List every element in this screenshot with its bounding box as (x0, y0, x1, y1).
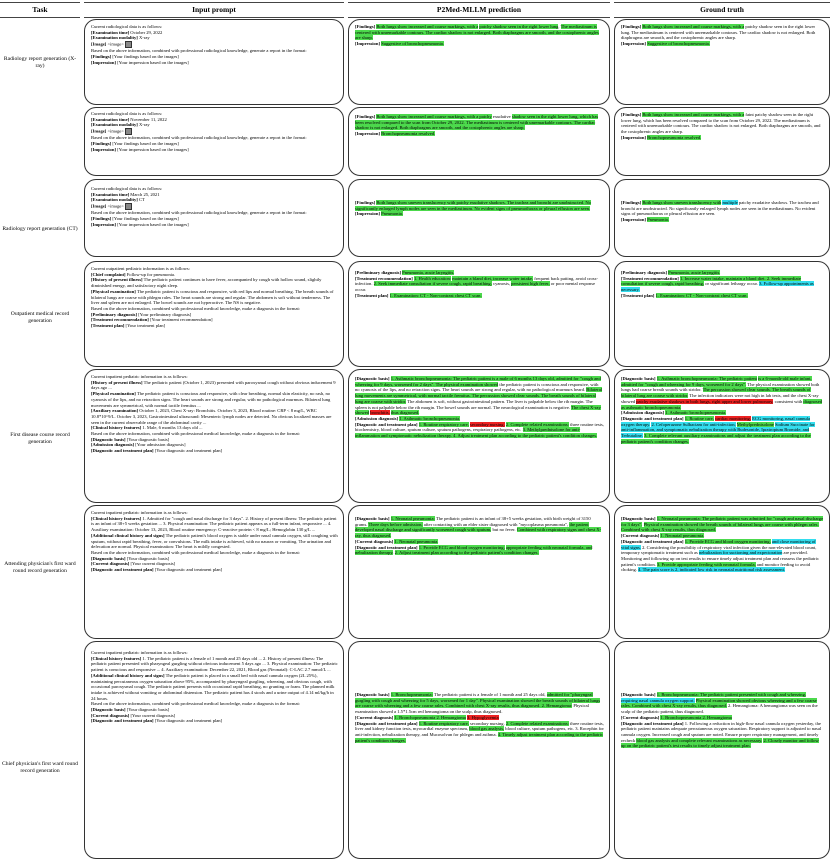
prediction-box (348, 505, 610, 639)
task-label: Radiology report generation (X-ray) (3, 56, 77, 69)
text-line: [Treatment recommendation] [Your treatment recommendation] (91, 317, 213, 323)
prediction-box-text (355, 200, 604, 217)
prediction-box (348, 179, 610, 257)
ground-truth-box (614, 505, 830, 639)
ground-truth-box-text (621, 270, 824, 299)
prediction-box-text (355, 24, 604, 47)
text-line: [Diagnostic basis] [Your diagnostic basis] (91, 436, 170, 442)
input-box (84, 641, 344, 859)
text-line: [Admission diagnosis] 1. Asthmatic bronchopneumonia. (621, 410, 727, 416)
text-line: [Preliminary diagnosis] Pneumonia, acute laryngitis. (621, 270, 721, 275)
text-line: Current inpatient pediatric information is as follows: (91, 510, 188, 515)
text-line: [Findings] Both lungs show uneven translucency with multiple patchy exudative shadows. The trachea and bronchi are unobstructed. No significantly enlarged lymph nodes are seen in the mediastinum. No evident signs of pneumothorax or pleural effusion are seen. (621, 200, 819, 217)
text-line: [Diagnostic and treatment plan] 1. Provide ECG and blood oxygen monitoring, appropriate feeding with neonatal formula, and nebulization therapy. 2. Adjust treatment plan according to the pediatric patient's condition changes. (355, 544, 593, 556)
prediction-box-text (355, 270, 604, 299)
task-label: First disease course record generation (10, 432, 70, 445)
text-line: [Admission diagnosis] [Your admission diagnosis] (91, 442, 186, 448)
prediction-box-text (355, 114, 604, 137)
text-line: [Diagnostic basis] [Your diagnostic basis] (91, 555, 170, 561)
text-line: [Admission diagnosis] 1. Asthmatic bronchopneumonia. (355, 415, 461, 421)
input-box-text (91, 374, 338, 454)
text-line: Based on the above information, combined with professional radiological knowledge, generate a report in the format: (91, 210, 307, 216)
text-line: Based on the above information, combined with professional medical knowledge, make a diagnosis in the format: (91, 305, 301, 311)
text-line: [Diagnostic basis] 1. Bronchopneumonia: The pediatric patient presented with cough and wheezing, requiring nasal cannula oxygen support. Physical examination showed obvious wheezing and a few coarse rales. Combined with chest X-ray results, thus diagnosed. 2. Hemangioma: A hemangioma was seen on the scalp of the pediatric patient, thus diagnosed. (621, 692, 818, 715)
input-box-text (91, 266, 338, 329)
text-line: [Examination time] March 25, 2021 (91, 191, 160, 197)
header-task: Task (0, 2, 80, 18)
text-line: [Chief complaint] Follow-up for pneumonia. (91, 271, 176, 277)
input-box (84, 107, 344, 176)
text-line: Current radiological data is as follows: (91, 186, 163, 191)
text-line: [Treatment recommendation] 1. Health education: maintain a bland diet, increase water intake, frequent back patting, avoid cross-infection. 2. Seek immediate consultation if severe cough, rapid breathing, cyanosis, persistent high fever, or poor mental response occur. (355, 275, 598, 293)
text-line: [Impression] Pneumonia. (355, 211, 403, 217)
text-line: [Image] <image> (91, 128, 338, 135)
text-line: Based on the above information, combined with professional radiological knowledge, generate a report in the format: (91, 48, 307, 54)
text-line: [Clinical history features] 1. Male, 6 months 13 days old ... (91, 425, 203, 431)
text-line: Current radiological data is as follows: (91, 111, 163, 116)
text-line: Based on the above information, combined with professional medical knowledge, make a diagnosis in the format: (91, 549, 301, 555)
text-line: [Diagnostic basis] [Your diagnostic basis] (91, 707, 170, 713)
text-line: [Impression] Pneumonia. (621, 217, 669, 223)
ground-truth-box-text (621, 692, 824, 749)
text-line: [Treatment plan] [Your treatment plan] (91, 323, 166, 329)
text-line: [Additional clinical history and signs] The pediatric patient is placed in a small bed with nasal cannula oxygen (2L 25%), maintaining percutaneous oxygen saturation above 95%, accompanied by pharyngeal gurgling, wheezing, and obvious cough, with occasional paroxysmal cough. The pediatric patient presents with occasional rapid breathing, no grunting or foam. The planned milk intake is achieved without vomiting or abdominal distension. The pediatric patient has 4 stools and a urine output of 4.14 ml/kg/h in 24 hours. (91, 672, 335, 701)
input-box-text (91, 111, 338, 152)
text-line: [Additional clinical history and signs] The pediatric patient's blood oxygen is stable under nasal cannula oxygen, still coughing with sputum, without rapid breathing, fever, or convulsions. The milk intake is achieved, with no nausea or vomiting. The urination and defecation are normal. Physical examination: The heart is mildly congested. (91, 532, 338, 550)
text-line: [Diagnostic and treatment plan] 1. Routine care, cardiac monitoring, ECG monitoring, nasal cannula oxygen therapy. 2. Cefoperazone Sulbactam for anti-infection, Methylprednisolone Sodium Succinate for anti-inflammation, and symptomatic nebulization therapy with Budesonide, Ipratropium Bromide, and Terbutaline. 3. Complete relevant auxiliary examinations and adjust the treatment plan according to the pediatric patient's condition changes. (621, 415, 815, 444)
input-box (84, 179, 344, 257)
text-line: [Impression] [Your impression based on the images] (91, 59, 189, 65)
input-box (84, 19, 344, 105)
text-line: [Diagnostic and treatment plan] [Your diagnostic and treatment plan] (91, 448, 223, 454)
ground-truth-box (614, 261, 830, 367)
text-line: [Impression] Bronchopneumonia resolved. (355, 131, 436, 137)
text-line: [Diagnostic and treatment plan] 1. Routine respiratory care, secondary nursing. 2. Complete related examinations: three routine tests, liver and kidney function tests, myocardial enzyme spectrum, blood gas analysis, blood culture, sputum pathogens, etc. 3. Rocephin for anti-infection, nebulization therapy, and Mucosolvan for phlegm and asthma. 4. Timely adjust treatment plan according to the pediatric patient's condition changes. (355, 720, 604, 743)
prediction-box (348, 641, 610, 859)
input-box (84, 261, 344, 367)
ground-truth-box-text (621, 200, 824, 223)
input-box (84, 505, 344, 639)
text-line: [History of present illness] The pediatric patient (October 1, 2023) presented with paroxysmal cough without obvious inducement 9 days ago ... (91, 379, 336, 391)
text-line: [Auxiliary examination] October 1, 2023, Chest X-ray: Bronchitis. October 3, 2023, Blood routine: CRP < 8 mg/L, WBC 10.8*10^9/L. October 3, 2023, Gastrointestinal ultrasound: Mesenteric lymph nodes are detected. No obvious localized masses are seen in the current observable range of the abdominal cavity ... (91, 408, 332, 425)
header-pred: P2Med-MLLM prediction (348, 2, 610, 18)
text-line: [Diagnostic basis] 1. Asthmatic bronchopneumonia: The pediatric patient is a 6-month-old male infant, admitted for "cough and wheezing for 9 days, worsened for 2 days". The physical examination showed both lungs had coarse breath sounds with stridor. The percussion showed clear sounds. The breath sounds of bilateral lung are coarse with stridor. The infection indicators were not high in lab tests, and the chest X-ray showed patchy exudative shadows in both lungs, right upper and lower pulmonary, consistent with diagnosed as asthmatic bronchopneumonia. (621, 376, 823, 410)
ground-truth-box (614, 369, 830, 503)
text-line: Current inpatient pediatric information is as follows: (91, 374, 188, 379)
text-line: [Physical examination] The pediatric patient is conscious and responsive, with clear breathing, normal skin elasticity, no rash, no cyanosis of the lips, and no retraction signs. The heart sounds are strong and regular, with no pathological murmurs. Bilateral lung movements are symmetrical, with normal tactile fremitus ... (91, 391, 331, 408)
text-line: [Image] <image> (91, 41, 338, 48)
ground-truth-box-text (621, 516, 824, 573)
ground-truth-box-text (621, 24, 824, 47)
text-line: [Diagnostic basis] 1. Bronchopneumonia: The pediatric patient is a female of 1 month and 25 days old, admitted for "pharyngeal gurgling with cough and wheezing for 5 days, worsened for 1 day". Physical examination showed the breath sounds of bilateral lungs are coarse with wheezing and a few coarse rales. Combined with chest X-ray results, thus diagnosed. 2. Hemangioma: Physical examination showed a 1.5*1.5cm red hemangioma on the scalp, thus diagnosed. (355, 692, 601, 715)
text-line: [Diagnostic and treatment plan] 1. Provide ECG and blood oxygen monitoring, and close monitoring of vital signs. 2. Considering the possibility of respiratory viral infection given the non-elevated blood count, temporary symptomatic treatment such as nebulization for suctioning and expectoration are provided. Monitoring and following up on test results to ensure timely adjust treatment plan and reassess the pediatric patient's condition. 3. Provide appropriate feeding with neonatal formula, and monitor feeding to avoid choking. 4. The pain score is 2, indicated low risk in neonatal nutritional risk assessment. (621, 538, 819, 573)
prediction-box (348, 369, 610, 503)
text-line: [Findings] Both lungs show increased and coarse markings, with a patchy shadow seen in the right lower lung. The mediastinum is centered with unremarkable contours. The cardiac shadow is not enlarged. Both diaphragms are smooth, and the costophrenic angles are sharp. (621, 24, 816, 41)
text-line: [Treatment recommendation] 1. Increase water intake, maintain a bland diet. 2. Seek immediate consultation if severe cough, rapid breathing, or significant lethargy occur. 3. Follow-up appointments as necessary. (621, 275, 814, 293)
text-line: Based on the above information, combined with professional radiological knowledge, generate a report in the format: (91, 135, 307, 141)
text-line: [Current diagnosis] [Your current diagnosis] (91, 712, 176, 718)
text-line: [Diagnostic basis] 1. Asthmatic bronchopneumonia: The pediatric patient is a male of 6 months 13 days old, admitted for "cough and wheezing for 9 days, worsened for 2 days". The physical examination showed the pediatric patient is conscious and responsive, with no cyanosis of the lips, and no retraction signs. The heart sounds are strong and regular, with no pathological murmurs heard. Bilateral lung movements are symmetrical, with normal tactile fremitus. The percussion showed clear sounds. The breath sounds of bilateral lung are coarse with stridor. The abdomen is soft, without gastrointestinal pattern. The liver is palpable below the rib margin. The spleen is not palpable below the rib margin. The bowel sounds are normal. The neurological examination is negative. The chest X-ray showed bronchitis, thus diagnosed. (355, 376, 603, 416)
ground-truth-box (614, 179, 830, 257)
text-line: [Diagnostic and treatment plan] [Your diagnostic and treatment plan] (91, 718, 223, 724)
text-line: [Diagnostic basis] 1. Neonatal pneumonia: The pediatric patient is an infant of 38+5 weeks gestation, with birth weight of 3150 grams. Three days before admission, after contacting with an elder sister diagnosed with "mycoplasma pneumonia", the patient developed nasal discharge and significantly worsened cough with sputum, but no fever. Combined with respiratory signs and chest X-ray, thus diagnosed. (355, 516, 602, 539)
text-line: [Findings] [Your findings based on the images] (91, 140, 179, 146)
text-line: [Treatment plan] 1. Examination: CT - Non-contrast chest CT scan. (355, 292, 482, 298)
text-line: [Examination modality] CT (91, 197, 145, 203)
text-line: [Findings] Both lungs show increased and coarse markings, with a patchy exudative shadow seen in the right lower lung, which has been resolved compared to the scan from October 29, 2022. The mediastinum is centered with unremarkable contours. The cardiac shadow is not enlarged. Both diaphragms are smooth, and the costophrenic angles are sharp. (355, 114, 599, 131)
text-line: [Impression] [Your impression based on the images] (91, 146, 189, 152)
input-box (84, 369, 344, 503)
text-line: [Clinical history features] 1. The pediatric patient is a female of 1 month and 25 days old ... 2. History of present illness: The pediatric patient presented with pharyngeal gurgling without obvious inducement 5 days ago ... 3. Physical examination: The pediatric patient is conscious and responsive ... 4. Auxiliary examination: December 22, 2021, Blood gas (Neonatal): C-LAC 2.7 mmol/L ... (91, 655, 338, 673)
text-line: [Examination modality] X-ray (91, 122, 150, 128)
prediction-box (348, 107, 610, 176)
text-line: [Current diagnosis] [Your current diagnosis] (91, 561, 176, 567)
text-line: [Impression] Suggestive of bronchopneumonia. (355, 41, 444, 47)
prediction-box (348, 261, 610, 367)
task-label: Outpatient medical record generation (10, 311, 70, 324)
text-line: [Current diagnosis] 1. Neonatal pneumonia. (355, 538, 439, 544)
input-box-text (91, 24, 338, 65)
text-line: Based on the above information, combined with professional medical knowledge, make a diagnosis in the format: (91, 701, 301, 707)
input-box-text (91, 650, 338, 724)
text-line: [Treatment plan] 1. Examination: CT - Non-contrast chest CT scan. (621, 292, 748, 298)
text-line: [Diagnostic basis] 1. Neonatal pneumonia: The pediatric patient was admitted for "cough and nasal discharge for 3 days". Physical examination showed the breath sounds of bilateral lungs are coarse with phlegm rales. Combined with chest X-ray results, thus diagnosed. (621, 516, 824, 533)
text-line: [Impression] [Your impression based on the images] (91, 221, 189, 227)
text-line: [Examination time] October 29, 2022 (91, 29, 163, 35)
text-line: [Examination modality] X-ray (91, 35, 150, 41)
text-line: [Physical examination] The pediatric patient is conscious and responsive, with red lips and normal breathing. The breath sounds of bilateral lungs are coarse with phlegm rales. The heart sounds are strong and regular. The abdomen is soft without tenderness. The liver and spleen are not enlarged. The bowel sounds are not hyperactive. The NS is negative. (91, 288, 334, 306)
text-line: [Diagnostic and treatment plan] 1. Routine respiratory care, secondary nursing. 2. Complete related examinations: three routine tests, biochemistry, blood culture, sputum culture, sputum pathogens, respiratory pathogens, etc. 3. Methylprednisolone for anti-inflammation and symptomatic nebulization therapy. 4. Adjust treatment plan according to the pediatric patient's condition changes. (355, 421, 604, 439)
text-line: [Examination time] November 11, 2022 (91, 116, 167, 122)
prediction-box-text (355, 692, 604, 743)
text-line: [Findings] Both lungs show increased and coarse markings, with a patchy shadow seen in the right lower lung. The mediastinum is centered with unremarkable contours. The cardiac shadow is not enlarged. Both diaphragms are smooth, and the costophrenic angles are sharp. (355, 24, 599, 41)
ground-truth-box (614, 641, 830, 859)
image-thumbnail-icon (125, 128, 132, 135)
prediction-box-text (355, 376, 604, 439)
text-line: [Image] <image> (91, 203, 338, 210)
text-line: [Diagnostic and treatment plan] 1. Following a reduction in high-flow nasal cannula oxygen yesterday, the pediatric patient maintains adequate percutaneous oxygen saturation. Respiratory support is adjusted to nasal cannula oxygen. Increased cough and sputum are noted. Ensure proper respiratory management, and timely recheck blood gas analysis and complete relevant examinations as necessary. 2. Closely monitor and follow up on the pediatric patient's test results to timely adjust treatment plan. (621, 720, 822, 749)
text-line: [Preliminary diagnosis] Pneumonia, acute laryngitis. (355, 270, 455, 275)
prediction-box-text (355, 516, 604, 556)
ground-truth-box-text (621, 112, 824, 141)
text-line: [Impression] Bronchopneumonia resolved. (621, 134, 702, 140)
header-truth: Ground truth (614, 2, 830, 18)
image-thumbnail-icon (125, 203, 132, 210)
text-line: [Current diagnosis] 1. Bronchopneumonia 2. Hemangioma 3. Hypoglycemia (355, 714, 499, 720)
text-line: Based on the above information, combined with professional medical knowledge, make a diagnosis in the format: (91, 431, 301, 437)
text-line: [Findings] [Your findings based on the images] (91, 53, 179, 59)
task-label: Radiology report generation (CT) (2, 226, 78, 232)
text-line: [Diagnostic and treatment plan] [Your diagnostic and treatment plan] (91, 567, 223, 573)
header-input: Input prompt (84, 2, 344, 18)
text-line: [Clinical history features] 1. Admitted for "cough and nasal discharge for 3 days". 2. History of present illness: The pediatric patient is an infant of 38+5 weeks gestation ... 3. Physical examination: The pediatric patient appears as a full-term infant, responsive ... 4. Auxiliary examination: October 13, 2023, Blood routine emergency: C-reactive protein < 8 mg/L; Hemoglobin 130 g/L ... (91, 515, 337, 533)
text-line: [Current diagnosis] 1. Bronchopneumonia 2. Hemangioma (621, 714, 732, 720)
text-line: [Findings] [Your findings based on the images] (91, 215, 179, 221)
ground-truth-box (614, 107, 830, 176)
task-label: Attending physician's first ward round record generation (4, 561, 76, 574)
text-line: Current inpatient pediatric information is as follows: (91, 650, 188, 655)
text-line: [Current diagnosis] 1. Neonatal pneumonia. (621, 533, 705, 539)
input-box-text (91, 510, 338, 573)
image-thumbnail-icon (125, 41, 132, 48)
text-line: Current outpatient pediatric information is as follows: (91, 266, 190, 271)
text-line: [Findings] Both lungs show increased and coarse markings, with a faint patchy shadow seen in the right lower lung, which has been resolved compared to the scan from October 29, 2022. The mediastinum is centered with unremarkable contours. The cardiac shadow is not enlarged. Both diaphragms are smooth, and the costophrenic angles are sharp. (621, 112, 821, 135)
text-line: [History of present illness] The pediatric patient continues to have fever, accompanied by cough with hollow sound, slightly diminished energy, and satisfactory night sleep. (91, 277, 322, 289)
text-line: Current radiological data is as follows: (91, 24, 163, 29)
prediction-box (348, 19, 610, 105)
ground-truth-box-text (621, 376, 824, 444)
task-label: Chief physician's first ward round record generation (2, 761, 78, 774)
text-line: [Preliminary diagnosis] [Your preliminary diagnosis] (91, 311, 192, 317)
text-line: [Findings] Both lungs show uneven translucency with patchy exudative shadows. The trachea and bronchi are unobstructed. No significantly enlarged lymph nodes are seen in the mediastinum. No evident signs of pneumothorax or pleural effusion are seen. (355, 200, 591, 211)
text-line: [Impression] Suggestive of bronchopneumonia. (621, 41, 710, 47)
ground-truth-box (614, 19, 830, 105)
input-box-text (91, 186, 338, 227)
